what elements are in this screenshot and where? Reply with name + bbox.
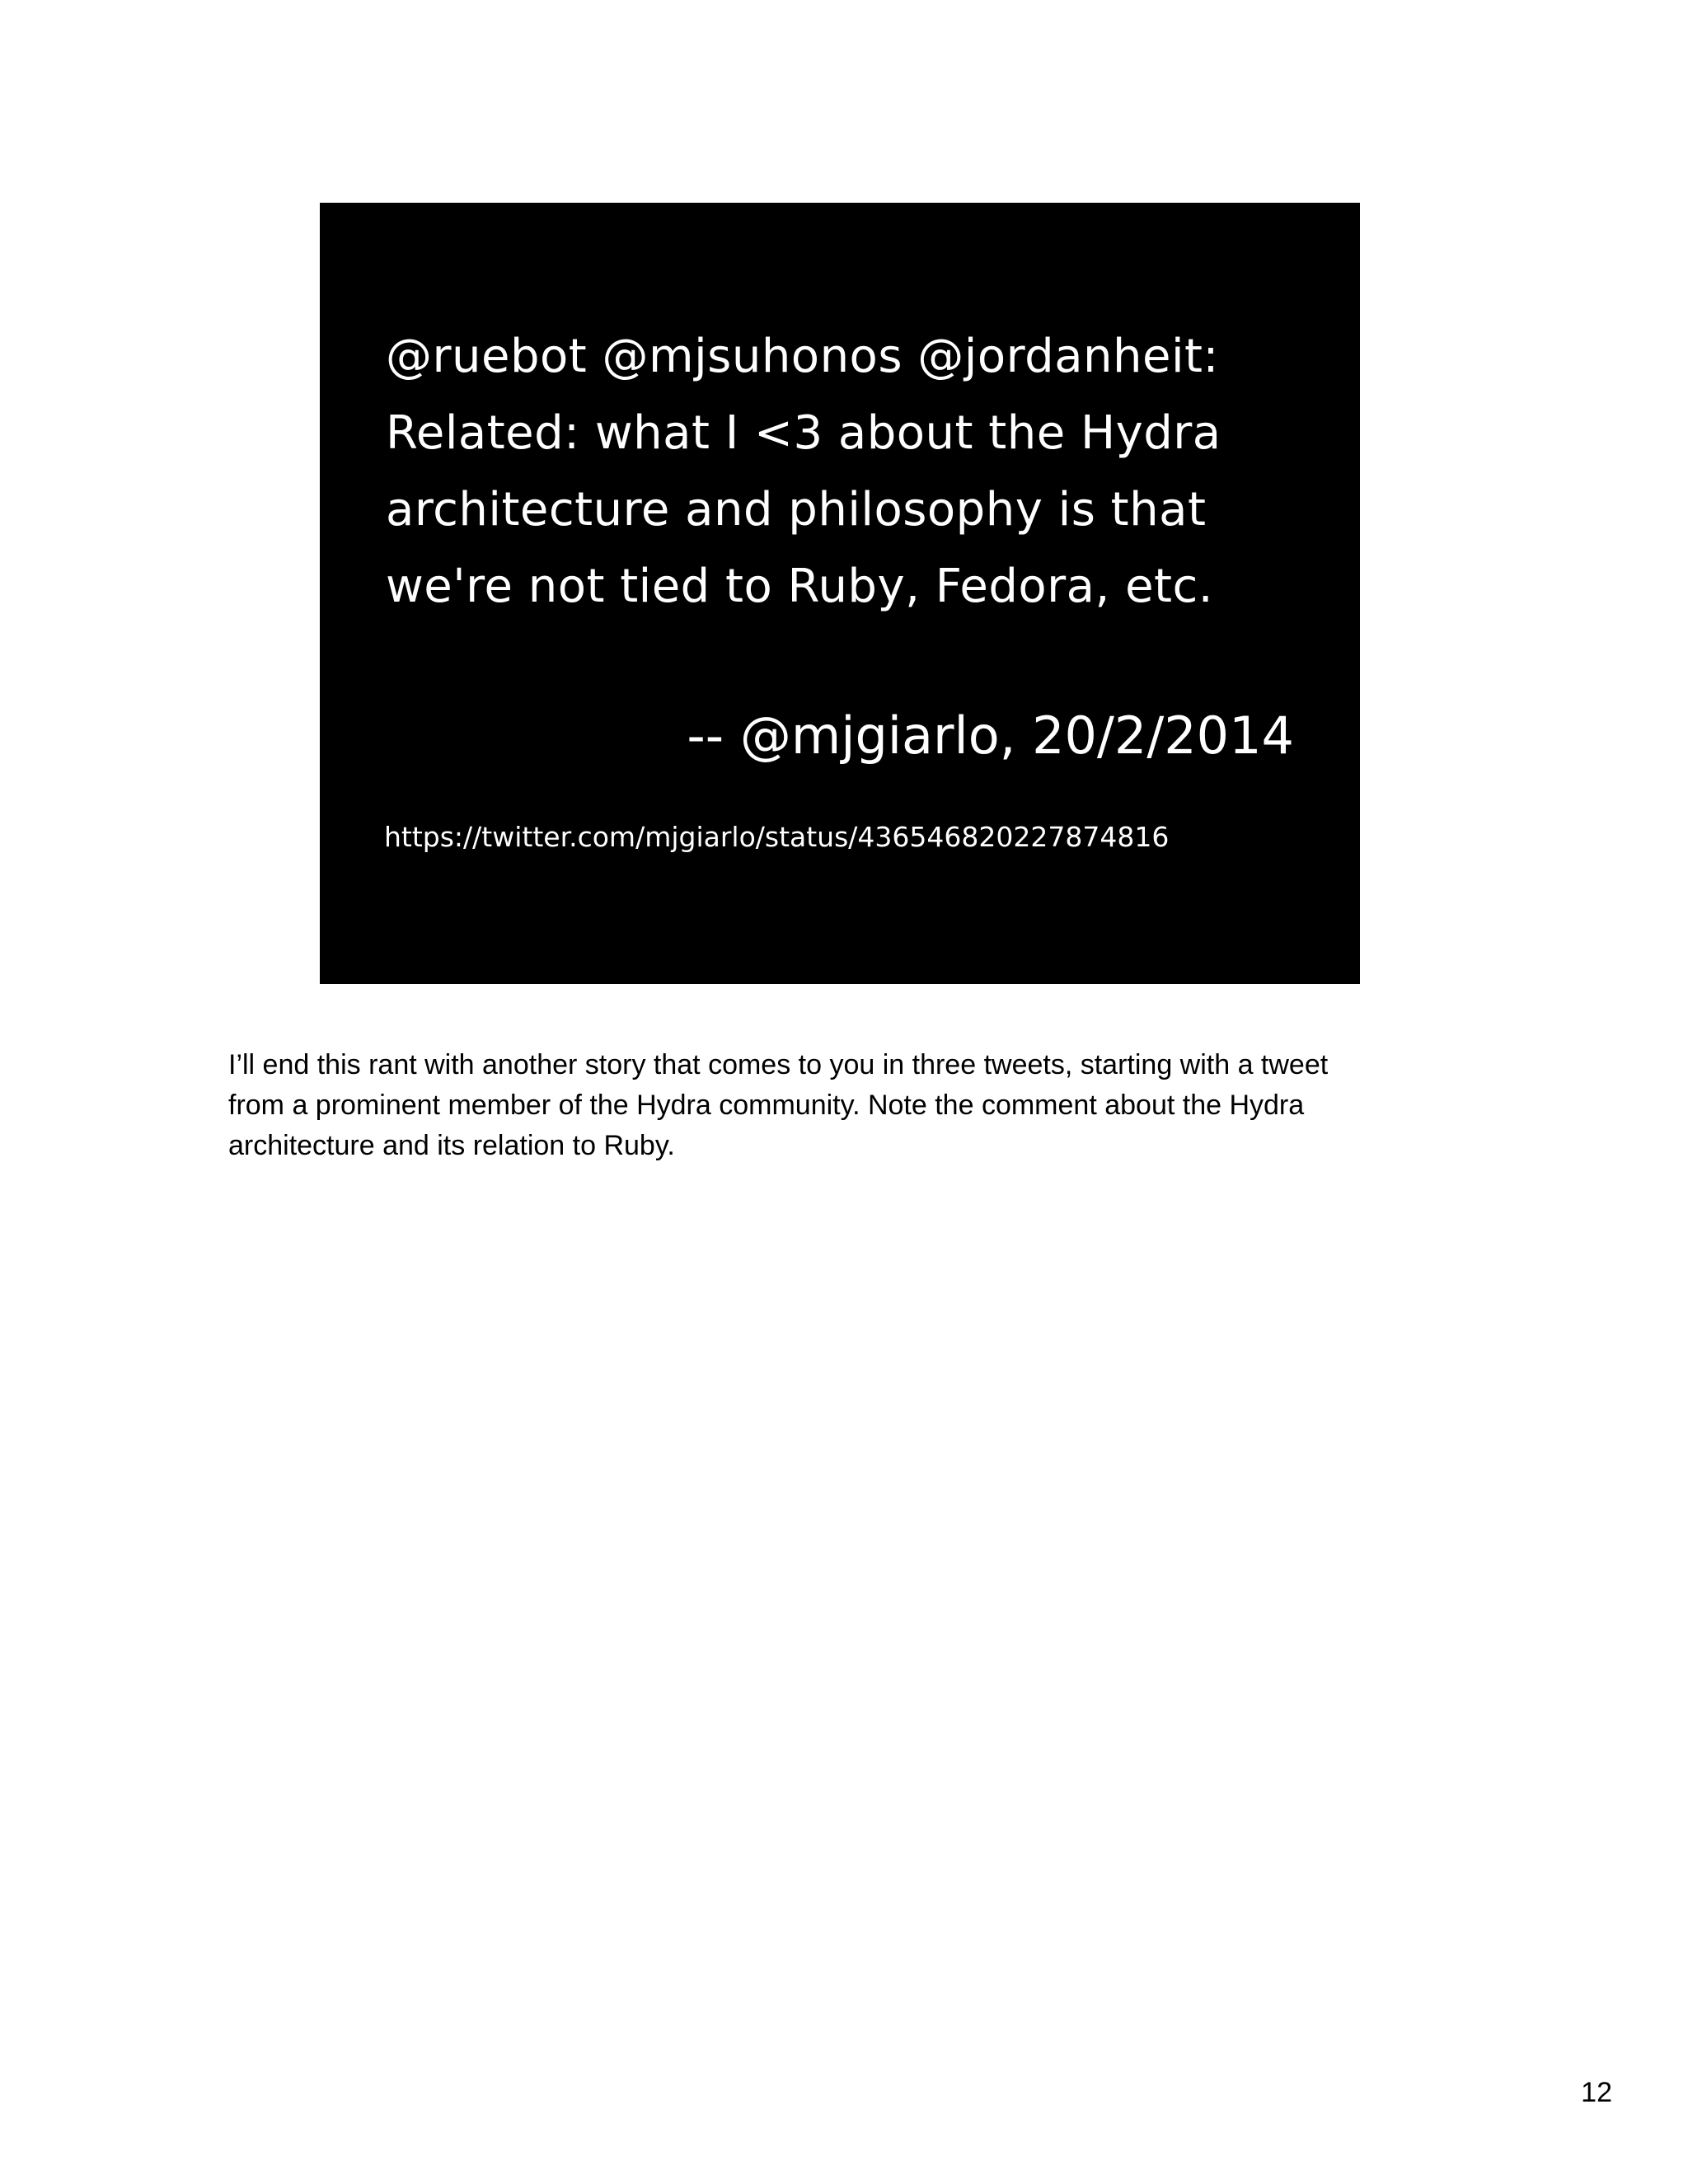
slide-image: [320, 203, 1360, 984]
tweet-line: Related: what I <3 about the Hydra: [386, 406, 1221, 460]
tweet-attribution: -- @mjgiarlo, 20/2/2014: [687, 705, 1294, 766]
tweet-line: architecture and philosophy is that: [386, 483, 1207, 537]
tweet-url: https://twitter.com/mjgiarlo/status/436546820227874816: [384, 821, 1170, 853]
speaker-notes: [228, 1045, 1465, 1166]
tweet-quote: [386, 318, 1325, 625]
notes-line: architecture and its relation to Ruby.: [228, 1130, 675, 1161]
tweet-line: @ruebot @mjsuhonos @jordanheit:: [386, 330, 1219, 383]
notes-line: from a prominent member of the Hydra community. Note the comment about the Hydra: [228, 1090, 1305, 1121]
tweet-line: we're not tied to Ruby, Fedora, etc.: [386, 560, 1214, 613]
page-number: 12: [1581, 2077, 1612, 2108]
notes-line: I’ll end this rant with another story that comes to you in three tweets, starting with a tweet: [228, 1049, 1329, 1080]
